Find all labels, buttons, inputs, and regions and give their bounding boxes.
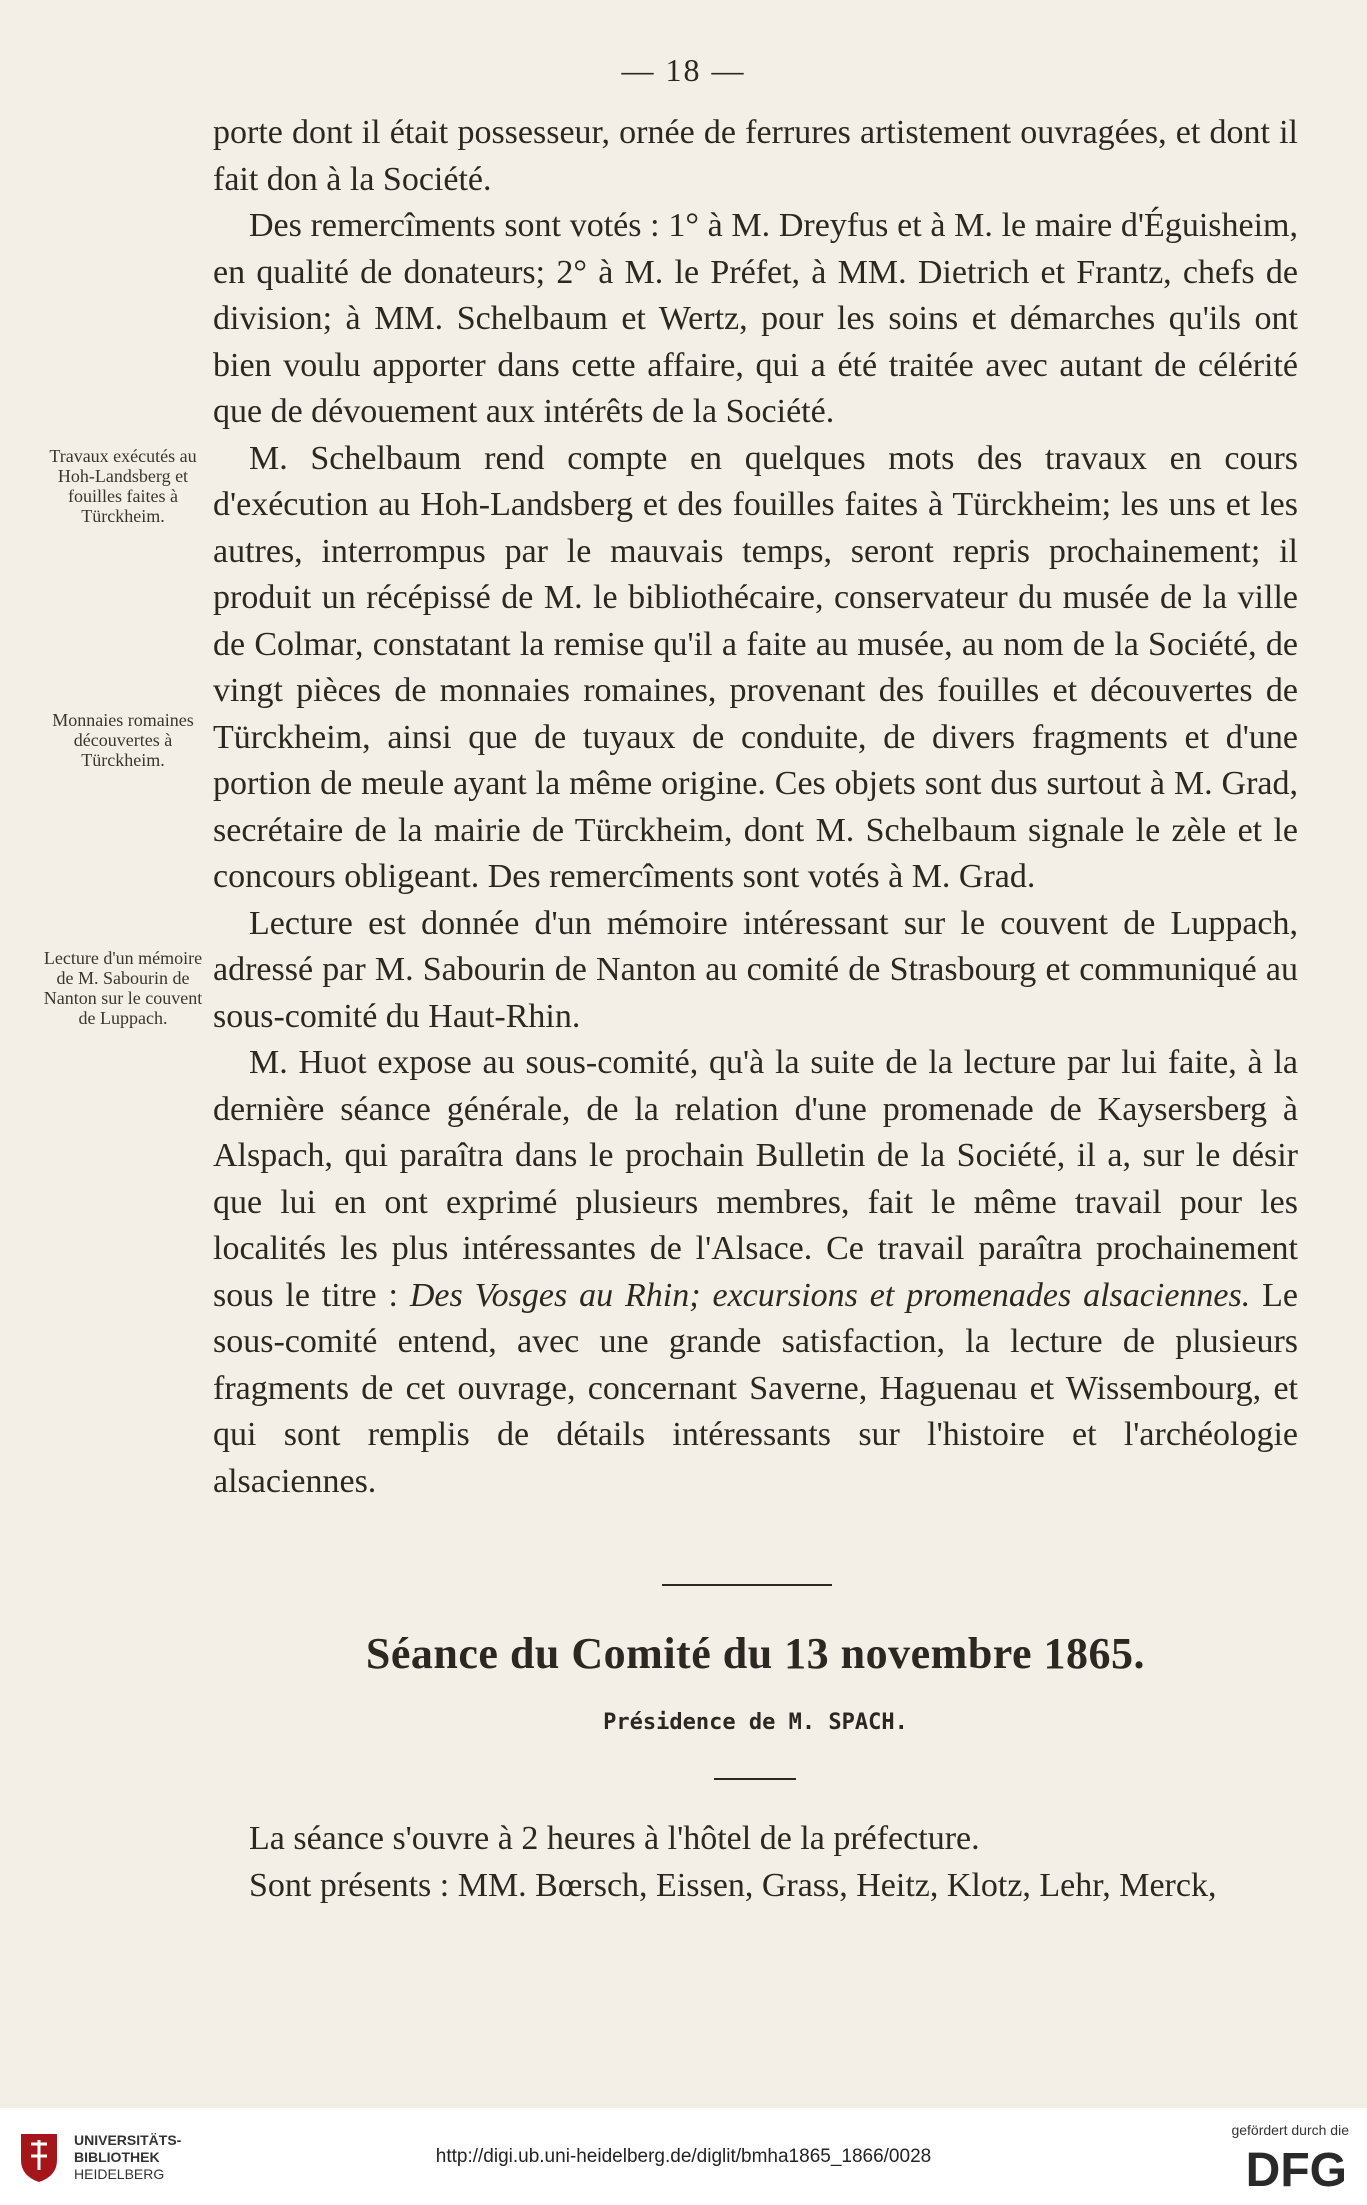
short-divider [714,1778,796,1780]
funded-by-label: gefördert durch die [1231,2122,1349,2138]
body-text-top [213,110,1298,1505]
paragraph-6: La séance s'ouvre à 2 heures à l'hôtel de la préfecture. [249,1820,980,1857]
paragraph-5 [213,1040,1298,1505]
paragraph-3: M. Schelbaum rend compte en quelques mots des travaux en cours d'exécution au Hoh-Landsberg et des fouilles faites à Türckheim; les uns et les autres, interrompus par le mauvais temps, seront repris prochainement; il produit un récépissé de M. le bibliothécaire, conservateur du musée de la ville de Colmar, constatant la remise qu'il a faite au musée, au nom de la Société, de vingt pièces de monnaies romaines, provenant des fouilles et découvertes de Türckheim, ainsi que de tuyaux de conduite, de divers fragments et d'une portion de meule ayant la même origine. Ces objets sont dus surtout à M. Grad, secrétaire de la mairie de Türckheim, dont M. Schelbaum signale le zèle et le concours obligeant. Des remercîments sont votés à M. Grad. [213,439,1298,895]
book-title: Des Vosges au Rhin; excursions et promenades alsaciennes. [409,1276,1251,1314]
margin-note-monnaies: Monnaies romaines découvertes à Türckheim. [52,710,194,770]
paragraph-2: Des remercîments sont votés : 1° à M. Dreyfus et à M. le maire d'Éguisheim, en qualité de donateurs; 2° à M. le Préfet, à MM. Dietrich et Frantz, chefs de division; à MM. Schelbaum et Wertz, pour les soins et démarches qu'ils ont bien voulu apporter dans cette affaire, qui a été traitée avec autant de célérité que de dévouement aux intérêts de la Société. [213,207,1298,430]
body-text-bottom [213,1816,1298,1909]
dfg-logo-icon [1201,2144,1349,2192]
section-divider [662,1584,832,1586]
presidence-line: Présidence de M. SPACH. [603,1710,908,1735]
dfg-logo-text: DFG [1245,2144,1347,2192]
margin-note-lecture: Lecture d'un mémoire de M. Sabourin de Nanton sur le couvent de Luppach. [43,948,203,1028]
paragraph-1: porte dont il était possesseur, ornée de ferrures artistement ouvragées, et dont il fait don à la Société. [213,114,1298,198]
page-number: — 18 — [621,52,746,88]
paragraph-5-before: M. Huot expose au sous-comité, qu'à la suite de la lecture par lui faite, à la dernière séance générale, de la relation d'une promenade de Kaysersberg à Alspach, qui paraîtra dans le prochain Bulletin de la Société, il a, sur le désir que lui en ont exprimé plusieurs membres, fait le même travail pour les localités les plus intéressantes de l'Alsace. Ce travail paraîtra prochainement sous le titre : [213,1044,1298,1314]
source-url-link[interactable]: http://digi.ub.uni-heidelberg.de/diglit/bmha1865_1866/0028 [435,2146,932,2167]
university-line-3: HEIDELBERG [74,2166,165,2182]
university-line-1: UNIVERSITÄTS- [74,2132,182,2148]
paragraph-4: Lecture est donnée d'un mémoire intéressant sur le couvent de Luppach, adressé par M. Sabourin de Nanton au comité de Strasbourg et communiqué au sous-comité du Haut-Rhin. [213,904,1298,1035]
paragraph-7: Sont présents : MM. Bœrsch, Eissen, Grass, Heitz, Klotz, Lehr, Merck, [249,1866,1217,1904]
margin-note-travaux: Travaux exécutés au Hoh-Landsberg et fouilles faites à Türckheim. [49,446,197,526]
paragraph-5-after: Le sous-comité entend, avec une grande satisfaction, la lecture de plusieurs fragments de cet ouvrage, concernant Saverne, Haguenau et Wissembourg, et qui sont remplis de détails intéressants sur l'histoire et l'archéologie alsaciennes. [213,1276,1299,1500]
university-line-2: BIBLIOTHEK [74,2149,160,2165]
session-title: Séance du Comité du 13 novembre 1865. [365,1629,1146,1678]
